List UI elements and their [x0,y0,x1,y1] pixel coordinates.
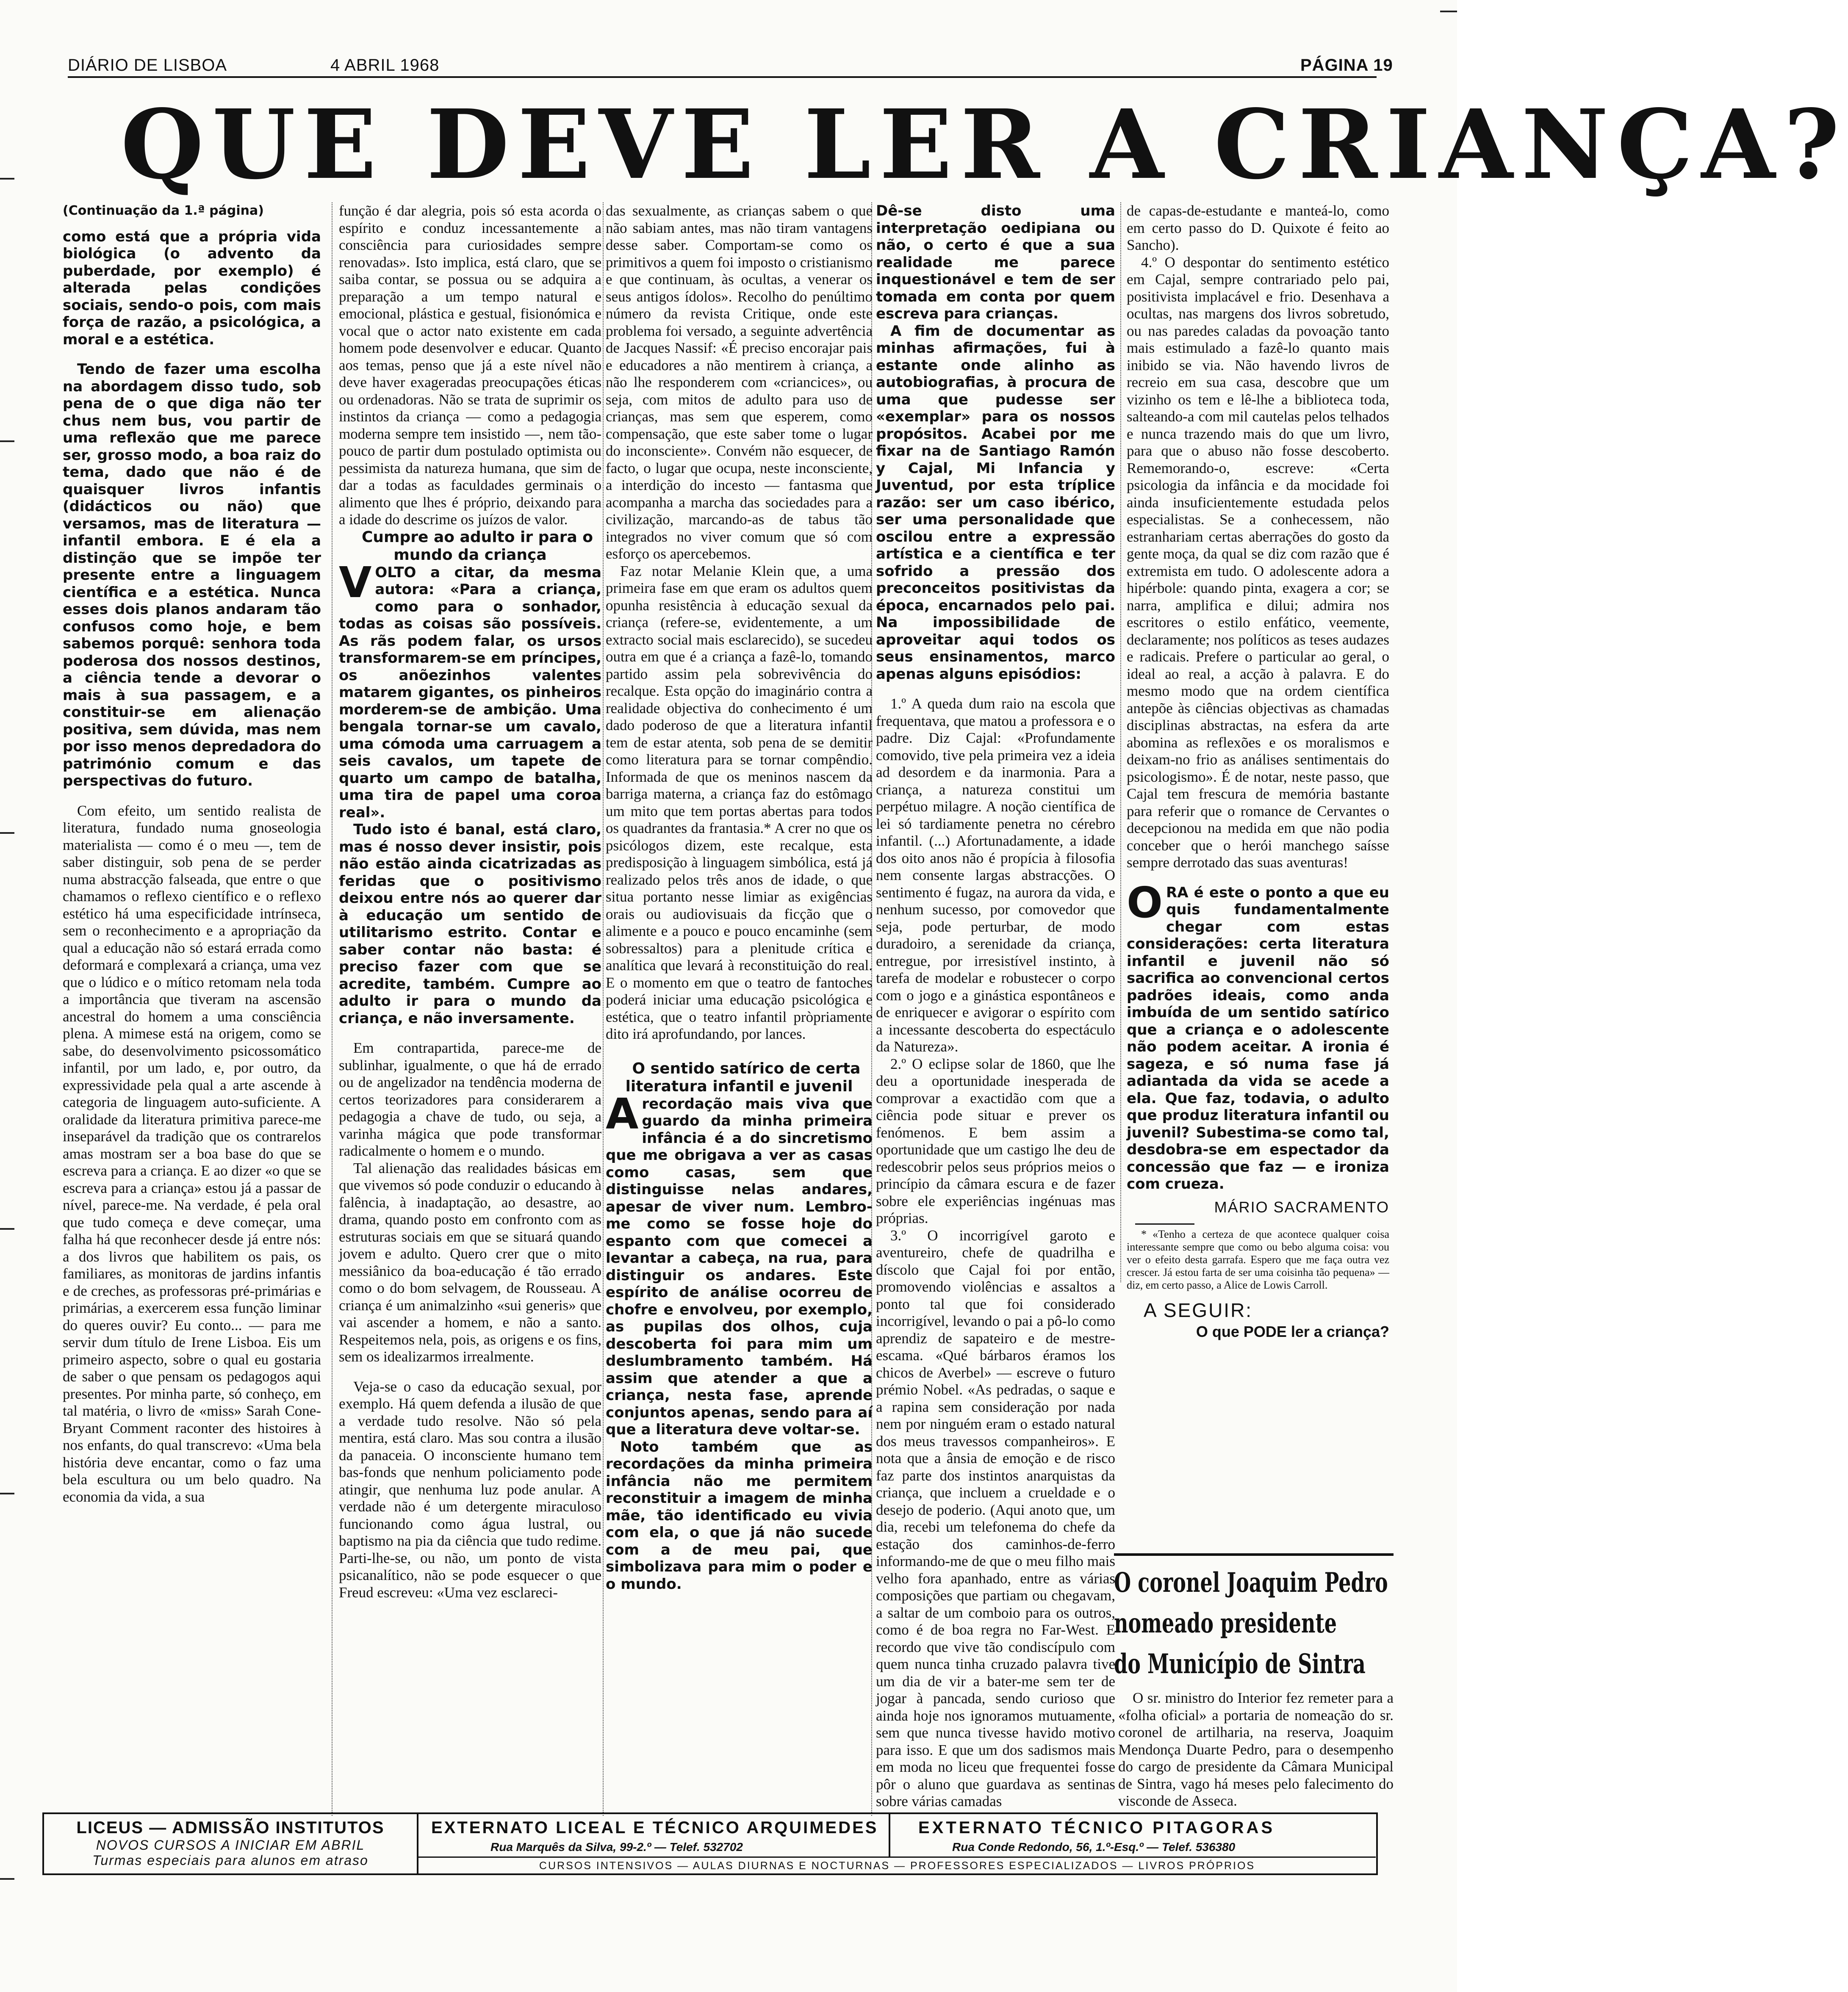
ad-address: Rua Marquês da Silva, 99-2.º — Telef. 532702 [490,1840,743,1854]
subheading: O sentido satírico de certa literatura infantil e juvenil [625,1060,861,1095]
ad-title: EXTERNATO LICEAL E TÉCNICO ARQUIMEDES [431,1818,878,1837]
news-rule [1114,1553,1394,1556]
paragraph: Veja-se o caso da educação sexual, por exemplo. Há quem defenda a ilusão de que a verdade tudo resolve. Não só pela mentira, está claro. Mas sou contra a ilusão da panaceia. O inconsciente humano tem bas-fonds que nenhum policiamento pode atingir, que nenhuma luz pode anular. A verdade não é um detergente miraculoso funcionando como água lustral, ou baptismo na pia da ciência que tudo redime. Parti-lhe-se, ou não, um ponto de vista psicanalítico, não se pode esquecer o que Freud escreveu: «Uma vez esclareci- [339,1378,601,1601]
ad-line: Turmas especiais para alunos em atraso [92,1853,368,1868]
ad-line: NOVOS CURSOS A INICIAR EM ABRIL [96,1837,365,1853]
paragraph: das sexualmente, as crianças sabem o que não sabiam antes, mas não tiram vantagens desse saber. Comportam-se como os primitivos a quem foi imposto o cristianismo e que continuam, às ocultas, a venerar os seus antigos ídolos». Recolho do penúltimo número da revista Critique, onde este problema foi versado, a seguinte advertência de Jacques Nassif: «É preciso encorajar pais e educadores a não mentirem à criança, a não lhe responderem com «criancices», ou seja, com mitos de adulto para uso de crianças, mas sem que esperem, como compensação, que este saber tome o lugar do inconsciente». Convém não esquecer, de facto, o lugar que ocupa, neste inconsciente, a interdição do incesto — fantasma que acompanha a marcha das sociedades para a civilização, marcando-as de tabus tão integrados no viver comum que só com esforço os apercebemos. [606,202,873,562]
news-headline [1114,1563,1394,1690]
paragraph: como está que a própria vida biológica (o advento da puberdade, por exemplo) é alterada pelas condições sociais, sendo-o pois, com mais força de razão, a psicológica, a moral e a estética. [63,228,321,348]
paragraph: Tal alienação das realidades básicas em que vivemos só pode conduzir o educando à falência, à inadaptação, ao desastre, ao drama, quando posto em confronto com as estruturas sociais em que se situará quando jovem e adulto. Quero crer que o mito messiânico da boa-educação é tão errado como o do bom selvagem, de Rousseau. A criança é um animalzinho «sui generis» que vai ascender a homem, e não a santo. Respeitemos nela, pois, as origens e os fins, sem os idealizarmos irrealmente. [339,1159,601,1365]
paragraph: recordação mais viva que guardo da minha primeira infância é a do sincretismo que me obrigava a ver as casas como casas, sem que distinguisse nelas andares, apesar de viver num. Lembro-me como se fosse hoje do espanto com que comecei a levantar a cabeça, na rua, para distinguir os andares. Este espírito de análise ocorreu de chofre e envolveu, por exemplo, as pupilas dos olhos, cuja descoberta foi para mim um deslumbramento também. Há assim que atender a que a criança, nesta fase, aprende conjuntos apenas, sendo para aí que a literatura deve voltar-se. [606,1095,873,1438]
paper-name: DIÁRIO DE LISBOA [68,56,227,75]
news-title-line: nomeado presidente [1114,1607,1337,1639]
paragraph: Dê-se disto uma interpretação oedipiana ou não, o certo é que a sua realidade me parece inquestionável e tem de ser tomada em conta por quem escreva para crianças. [876,202,1115,322]
ad-title: LICEUS — ADMISSÃO INSTITUTOS [76,1818,385,1837]
footnote: * «Tenho a certeza de que acontece qualquer coisa interessante sempre que como ou bebo alguma coisa: vou ver o efeito desta garrafa. Espero que me faça outra vez crescer. Já estou farta de ser uma coisinha tão pequena» — diz, em certo passo, a Alice de Lowis Carroll. [1127,1228,1389,1291]
drop-cap: A [606,1089,639,1139]
page-number: PÁGINA 19 [1300,56,1393,75]
footnote-rule [1135,1223,1194,1225]
header-rule [68,76,1377,78]
paragraph: 3.º O incorrigível garoto e aventureiro, chefe de quadrilha e díscolo que Cajal foi por então, promovendo violências e assaltos a ponto tal que foi considerado incorrigível, levando o pai a pô-lo como aprendiz de sapateiro e de mestre-escama. «Qué bárbaros éramos los chicos de Averbel» — escreve o futuro prémio Nobel. «As pedradas, o saque e a rapina sem consideração por nada nem por ninguém eram o estado natural dos meus travessos companheiros». E nota que a ânsia de emoção e de risco faz parte dos instintos anarquistas da criança, que incluem a crueldade e o desejo de poderio. (Aqui anoto que, um dia, recebi um telefonema do chefe da estação dos caminhos-de-ferro informando-me de que o meu filho mais velho fora apanhado, entre as várias composições que partiam ou chegavam, a saltar de um comboio para os outros, como é de boa regra no Far-West. E recordo que vive tão condiscípulo com quem nunca tinha cruzado palavra tive um dia de vir a bater-me sem ter de jogar à pancada, sendo curioso que ainda hoje nos ignoramos mutuamente, sem que nunca tivesse havido motivo para isso. E que um dos sadismos mais em moda no liceu que frequentei fosse pôr o aluno que guardava as sentinas sobre várias camadas [876,1227,1115,1809]
paragraph: A fim de documentar as minhas afirmações, fui à estante onde alinho as autobiografias, à procura de uma que pudesse ser «exemplar» para os nossos propósitos. Acabei por me fixar na de Santiago Ramón y Cajal, Mi Infancia y Juventud, por esta tríplice razão: ser um caso ibérico, ser uma personalidade que oscilou entre a expressão artística e a científica e ter sofrido a pressão dos preconceitos positivistas da época, encarnados pelo pai. Na impossibilidade de aproveitar aqui todos os seus ensinamentos, marco apenas alguns episódios: [876,322,1115,683]
news-title-line: do Município de Sintra [1114,1648,1366,1680]
drop-cap: O [1127,877,1163,927]
margin-mark [0,1228,14,1230]
ad-liceus [44,1814,418,1873]
column-rule [1120,202,1121,1282]
margin-mark [0,832,14,834]
paragraph: Com efeito, um sentido realista de literatura, fundado numa gnoseologia materialista — como é o meu —, tem de saber distinguir, sob pena de se perder numa abstracção falseada, que entre o que chamamos o reflexo científico e o reflexo estético há uma especificidade intrínseca, sem o reconhecimento e a apropriação da qual a educação não só estará errada como deformará e complexará a criança, uma vez que o lúdico e o mítico retomam nela toda a importância que tiveram na ascensão ancestral do homem a uma consciência plena. A mimese está na origem, como se sabe, do desenvolvimento psicossomático infantil, por um lado, e, por outro, da expressividade pela qual a arte ascende à categoria de linguagem auto-suficiente. A oralidade da literatura primitiva parece-me inseparável da tradição que os contrarelos amas mostram ser a boa base do que se escreva para a criança. E ao dizer «o que se escreva para a criança» estou já a passar de nível, parece-me. Na verdade, é pela oral que tudo começa e deve começar, uma falha há que reconhecer desde já entre nós: a dos livros que habilitem os pais, os familiares, as monitoras de jardins infantis e de creches, as professoras pré-primárias e primárias, a exercerem essa função liminar do queres ouvir? Eu conto... — para me servir dum título de Irene Lisboa. Eis um primeiro aspecto, sobre o qual eu gostaria de saber o que pensam os pedagogos aqui presentes. Por minha parte, só conheço, em tal matéria, o livro de «miss» Sarah Cone-Bryant Comment raconter des histoires à nos enfants, do qual transcrevo: «Uma bela história deve encantar, como o faz uma bela escultura ou um belo quadro. Na economia da vida, a sua [63,802,321,1505]
margin-mark [0,1878,14,1880]
news-body [1118,1690,1394,1810]
paragraph: 2.º O eclipse solar de 1860, que lhe deu a oportunidade inesperada de comprovar a exactidão com que a ciência pode situar e prever os fenómenos. E bem assim a oportunidade que um castigo lhe deu de redescobrir pelos seus próprios meios o princípio da câmara escura e de fazer sobre ele experiências ingénuas mas próprias. [876,1055,1115,1226]
ads-box [42,1812,1378,1875]
issue-date: 4 ABRIL 1968 [330,56,440,75]
crop-mark [1440,11,1457,12]
next-title: O que PODE ler a criança? [1196,1322,1389,1340]
margin-mark [0,1493,14,1494]
paragraph: O sr. ministro do Interior fez remeter para a «folha oficial» a portaria de nomeação do sr. coronel de artilharia, na reserva, Joaquim Mendonça Duarte Pedro, para o desempenho do cargo de presidente da Câmara Municipal de Sintra, vago há meses pelo falecimento do visconde de Asseca. [1118,1690,1394,1809]
paragraph: OLTO a citar, da mesma autora: «Para a criança, como para o sonhador, todas as coisas são possíveis. As rãs podem falar, os ursos transformarem-se em príncipes, os anõezinhos valentes matarem gigantes, os pinheiros morderem-se de ambição. Uma bengala tornar-se um cavalo, uma cómoda uma carruagem a seis cavalos, um tapete de quarto um campo de batalha, uma tira de papel uma coroa real». [339,564,601,821]
news-title-line: O coronel Joaquim Pedro [1114,1567,1388,1599]
headline: QUE DEVE LER A CRIANÇA? [121,89,1848,201]
paragraph: 1.º A queda dum raio na escola que frequentava, que matou a professora e o padre. Diz Cajal: «Profundamente comovido, tive pela primeira vez a ideia ad desordem e da inarmonia. Para a criança, a natureza constitui um perpétuo milagre. A noção científica de lei só tardiamente penetra no cérebro infantil. (...) Afortunadamente, a idade dos oito anos não é propícia à filosofia nem consente largas abstracções. O sentimento é fugaz, na aurora da vida, e nenhum sucesso, por comovedor que seja, pode perturbar, de modo duradoiro, a serenidade da criança, entregue, por irresistível instinto, à tarefa de modelar e robustecer o corpo com o jogo e a ginástica espontâneos e de enriquecer e avigorar o espírito com a incessante descoberta do espectáculo da Natureza». [876,695,1115,1055]
paragraph: Tudo isto é banal, está claro, mas é nosso dever insistir, pois não estão ainda cicatrizadas as feridas que o positivismo deixou entre nós ao querer dar à educação um sentido de utilitarismo estrito. Contar e saber contar não basta: é preciso fazer com que se acredite, também. Cumpre ao adulto ir para o mundo da criança, e não inversamente. [339,821,601,1027]
ad-address: Rua Conde Redondo, 56, 1.º-Esq.º — Telef. 536380 [952,1840,1236,1854]
paragraph: função é dar alegria, pois só esta acorda o espírito e conduz incessantemente a consciência para curiosidades sempre renovadas». Isto implica, está claro, que se saiba contar, se possua ou se adquira a preparação a um tempo natural e emocional, plástica e gestual, fisionómica e vocal que o actor nato existente em cada homem pode desenvolver e educar. Quanto aos temas, penso que já a este nível não deve haver exageradas preocupações éticas ou ordenadoras. Não se trata de suprimir os instintos da criança — como a pedagogia moderna sempre tem insistido —, nem tão-pouco de partir dum postulado optimista ou pessimista da natureza humana, que sim de dar a todas as faculdades germinais o alimento que lhes é próprio, deixando para a idade do descrime os juízos de valor. [339,202,601,528]
column-rule [603,202,604,1816]
article-column-3 [606,202,873,1769]
ad-bottom-line: CURSOS INTENSIVOS — AULAS DIURNAS E NOCTURNAS — PROFESSORES ESPECIALIZADOS — LIVROS PRÓPRIOS [418,1856,1376,1872]
article-column-5 [1127,202,1389,1549]
author-signature: MÁRIO SACRAMENTO [1214,1198,1389,1216]
article-column-1 [63,202,321,1769]
margin-mark [0,178,14,180]
paragraph: Faz notar Melanie Klein que, a uma primeira fase em que eram os adultos quem opunha resistência à educação sexual da criança (refere-se, evidentemente, a um extracto social mais esclarecido), se sucedeu outra em que é a criança a fazê-lo, tomando partido assim pela sobrevivência do recalque. Esta opção do imaginário contra a realidade objectiva do conhecimento é um dado poderoso de que a literatura infantil tem de estar atenta, sob pena de se demitir como literatura para se tornar compêndio. Informada de que os meninos nascem da barriga materna, a criança faz do estômago um mito que tem portas abertas para todos os quadrantes da frantasia.* A crer no que os psicólogos dizem, este recalque, esta predisposição à linguagem simbólica, está já realizado pelos três anos de idade, o que situa portanto nesse limiar as exigências orais ou audiovisuais da ficção que o alimente e a pouco e pouco encaminhe (sem sobressaltos) para a plenitude crítica e analítica que levará à reconstituição do real. E o momento em que o teatro de fantoches poderá iniciar uma educação psicológica e estética, que o teatro infantil pròpriamente dito irá aprofundando, por lances. [606,562,873,1042]
article-column-4 [876,202,1115,1809]
drop-cap: V [339,557,372,607]
paragraph: de capas-de-estudante e manteá-lo, como em certo passo do D. Quixote é feito ao Sancho). [1127,202,1389,253]
paragraph: RA é este o ponto a que eu quis fundamentalmente chegar com estas considerações: certa literatura infantil e juvenil não só sacrifica ao convencional certos padrões ideais, como anda imbuída de um sentido satírico que a criança e o adolescente não podem aceitar. A ironia é sageza, e só numa fase já adiantada da vida se acede a ela. Que faz, todavia, o adulto que produz literatura infantil ou juvenil? Subestima-se como tal, desdobra-se em espectador da concessão que faz — e ironiza com crueza. [1127,884,1389,1192]
ad-title: EXTERNATO TÉCNICO PITAGORAS [918,1818,1275,1837]
paragraph: 4.º O despontar do sentimento estético em Cajal, sempre contrariado pelo pai, positivista implacável e frio. Desenhava a ocultas, nas margens dos livros sobretudo, ou nas paredes caladas da povoação tanto mais estimulado a fazê-lo quanto mais inibido se via. Não havendo livros de recreio em sua casa, descobre que um vizinho os tem e lê-lhe a biblioteca toda, salteando-a com mil cautelas pelos telhados e nunca trazendo mais do que um livro, para que o abuso não fosse descoberto. Rememorando-o, escreve: «Certa psicologia da infância e da mocidade foi ainda insuficientemente estudada pelos especialistas. Se a conhecessem, não estranhariam certas aberrações do gosto da gente moça, da qual se diz com razão que é extremista em tudo. O adolescente adora a hipérbole: quando pinta, exagera a cor; se narra, amplifica e dilui; admira nos escritores o estilo enfático, veemente, declaramente; nos políticos as teses audazes e radicais. Prefere o particular ao geral, o ideal ao real, a acção à palavra. E do mesmo modo que na ordem científica antepõe às ciências objectivas as chamadas disciplinas abstractas, na esfera da arte abomina as reflexões e os moralismos e deixam-no frio as análises sentimentais do psicologismo». É de notar, neste passo, que Cajal tem frescura de memória bastante para referir que o romance de Cervantes o decepcionou na medida em que não podia conceber que o herói manchego saísse sempre derrotado das suas aventuras! [1127,254,1389,871]
subheading: Cumpre ao adulto ir para o mundo da criança [361,528,593,564]
next-label: A SEGUIR: [1144,1299,1253,1321]
ad-divider [889,1814,890,1856]
paragraph: Em contrapartida, parece-me de sublinhar, igualmente, o que há de errado ou de angelizador na tendência moderna de certos teorizadores para considerarem a pedagogia a chave de tudo, ou seja, a varinha mágica que pode transformar radicalmente o homem e o mundo. [339,1040,601,1159]
paragraph: Noto também que as recordações da minha primeira infância não me permitem reconstituir a imagem de minha mãe, tão identificado eu vivia com ela, o que já não sucede com a de meu pai, que simbolizava para mim o poder e o mundo. [606,1438,873,1593]
margin-mark [0,440,14,442]
paragraph: Tendo de fazer uma escolha na abordagem disso tudo, sob pena de o que diga não ter chus nem bus, vou partir de uma reflexão que me parece ser, grosso modo, a boa raiz do tema, dado que não é de quaisquer livros infantis (didácticos ou não) que versamos, mas de literatura — infantil embora. E é ela a distinção que se impõe ter presente entre a linguagem científica e a estética. Nunca esses dois planos andaram tão confusos como hoje, e bem sabemos porquê: senhora toda poderosa dos nossos destinos, a ciência tende a devorar o mais à sua passagem, e a constituir-se em alienação positiva, sem dúvida, mas nem por isso menos depredadora do património comum e das perspectivas do futuro. [63,361,321,789]
ad-externatos [418,1814,1376,1873]
article-column-2 [339,202,601,1769]
continuation-note: (Continuação da 1.ª página) [63,203,264,218]
